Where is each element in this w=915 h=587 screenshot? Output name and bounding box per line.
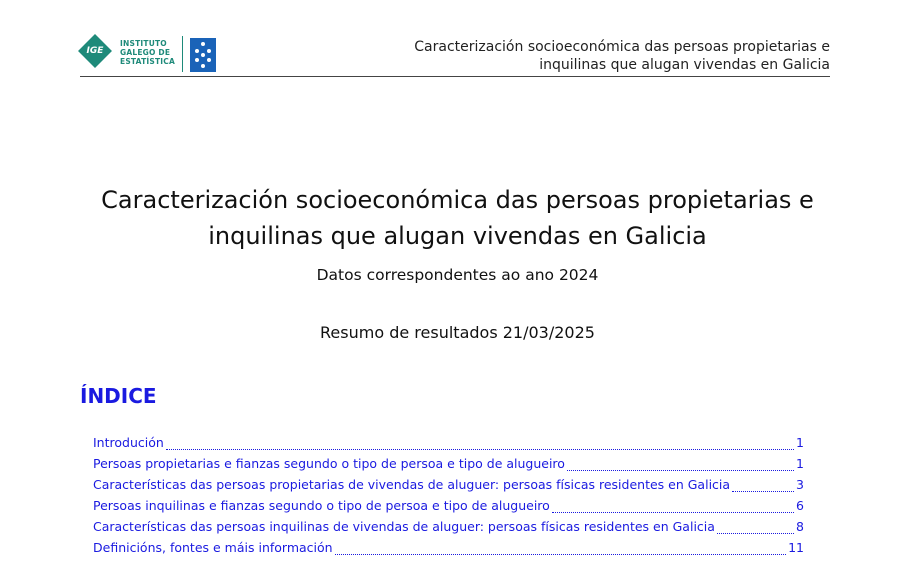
toc-item-page: 6: [796, 498, 804, 513]
toc-item-caracteristicas-propietarias[interactable]: [93, 477, 804, 498]
document-title-line: Caracterización socioeconómica das persoas propietarias e: [101, 186, 814, 214]
toc-item-title: Persoas propietarias e fianzas segundo o tipo de persoa e tipo de alugueiro: [93, 456, 565, 471]
logo-text-line: ESTATÍSTICA: [120, 57, 176, 66]
toc-leader-dots: [732, 491, 794, 492]
index-heading: ÍNDICE: [80, 384, 157, 408]
toc-leader-dots: [717, 533, 794, 534]
toc-leader-dots: [552, 512, 794, 513]
logo-divider: [182, 36, 183, 72]
header-title-line: inquilinas que alugan vivendas en Galicia: [539, 57, 830, 73]
toc-item-page: 8: [796, 519, 804, 534]
toc-leader-dots: [166, 449, 794, 450]
page-header: [80, 34, 830, 77]
toc-item-page: 1: [796, 435, 804, 450]
toc-item-title: Características das persoas propietarias de vivendas de aluguer: persoas físicas residentes en Galicia: [93, 477, 731, 492]
document-title: [40, 182, 875, 254]
ige-logo-text: [120, 39, 175, 66]
toc-item-persoas-propietarias[interactable]: [93, 456, 804, 477]
document-title-line: inquilinas que alugan vivendas en Galicia: [208, 222, 707, 250]
ige-logo: [80, 36, 220, 74]
toc-item-persoas-inquilinas[interactable]: [93, 498, 804, 519]
toc-item-page: 1: [796, 456, 804, 471]
toc-item-page: 3: [796, 477, 804, 492]
toc-item-title: Definicións, fontes e máis información: [93, 540, 333, 555]
toc-item-title: Introdución: [93, 435, 164, 450]
toc-item-title: Características das persoas inquilinas de vivendas de aluguer: persoas físicas residentes en Galicia: [93, 519, 715, 534]
summary-date: Resumo de resultados 21/03/2025: [320, 323, 595, 342]
ige-logo-mark: IGE: [86, 46, 104, 56]
toc-item-page: 11: [788, 540, 804, 555]
logo-text-line: INSTITUTO: [120, 39, 167, 48]
xunta-emblem-icon: [190, 38, 216, 72]
toc-leader-dots: [567, 470, 794, 471]
toc-item-caracteristicas-inquilinas[interactable]: [93, 519, 804, 540]
toc-item-title: Persoas inquilinas e fianzas segundo o tipo de persoa e tipo de alugueiro: [93, 498, 550, 513]
table-of-contents: [93, 435, 804, 561]
toc-leader-dots: [335, 554, 787, 555]
logo-text-line: GALEGO DE: [120, 48, 171, 57]
document-subtitle: Datos correspondentes ao ano 2024: [316, 266, 599, 284]
header-document-title: [330, 38, 830, 74]
toc-item-introducion[interactable]: [93, 435, 804, 456]
toc-item-definicions[interactable]: [93, 540, 804, 561]
header-title-line: Caracterización socioeconómica das persoas propietarias e: [414, 39, 830, 55]
